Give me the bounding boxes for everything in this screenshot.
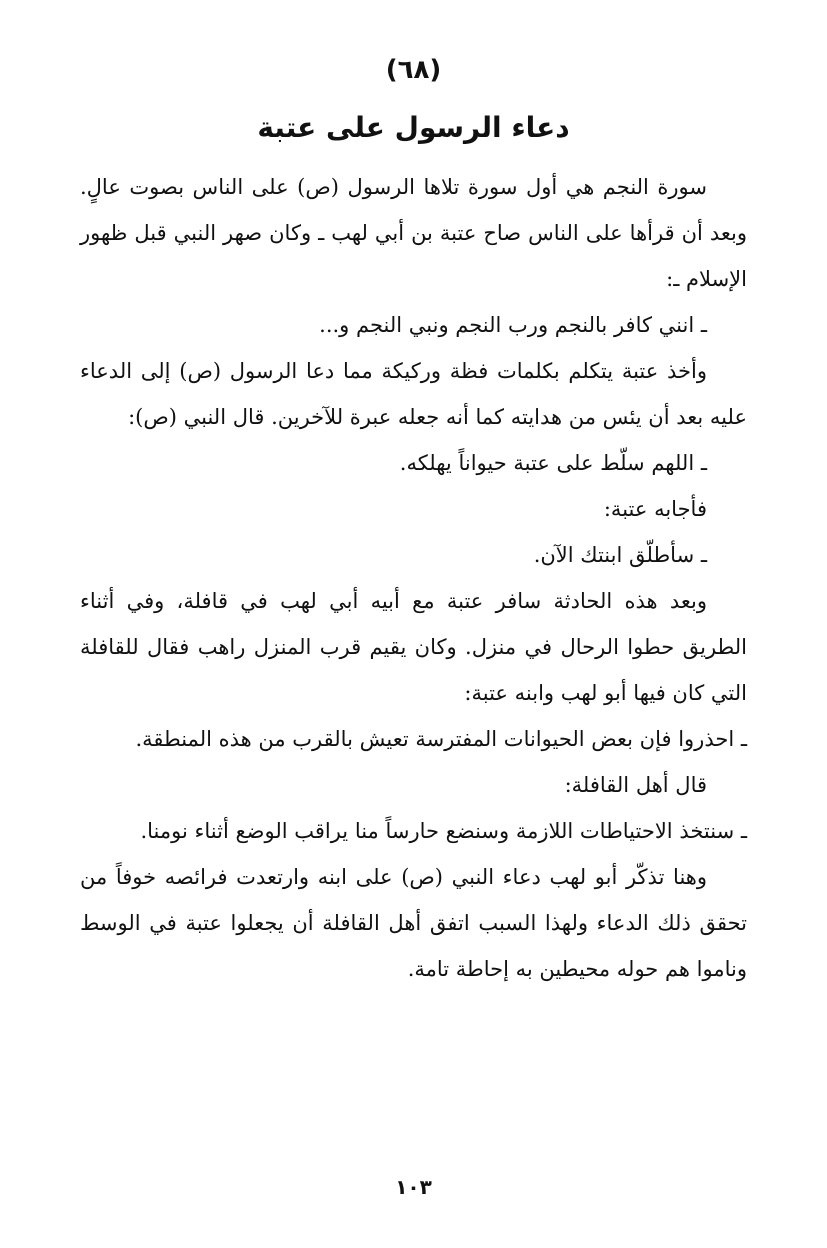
book-page	[80, 50, 747, 1210]
story-title: دعاء الرسول على عتبة	[257, 111, 570, 144]
paragraph-abu-lahab-fear: وهنا تذكّر أبو لهب دعاء النبي (ص) على ابنه وارتعدت فرائصه خوفاً من تحقق ذلك الدعاء ولهذا السبب اتفق أهل القافلة أن يجعلوا عتبة في الوسط وناموا هم حوله محيطين به إحاطة تامة.	[80, 865, 747, 981]
paragraph-caravan-reply-intro: قال أهل القافلة:	[564, 773, 707, 797]
page-number: ١٠٣	[395, 1175, 432, 1199]
story-number: (٦٨)	[385, 55, 442, 85]
paragraph-supplication-quote: ـ اللهم سلّط على عتبة حيواناً يهلكه.	[399, 451, 707, 475]
paragraph-caravan-reply: ـ سنتخذ الاحتياطات اللازمة وسنضع حارساً منا يراقب الوضع أثناء نومنا.	[140, 819, 747, 843]
paragraph-journey: وبعد هذه الحادثة سافر عتبة مع أبيه أبي لهب في قافلة، وفي أثناء الطريق حطوا الرحال في منزل. وكان يقيم قرب المنزل راهب فقال للقافلة التي كان فيها أبو لهب وابنه عتبة:	[80, 589, 747, 705]
paragraph-prophet-supplication: وأخذ عتبة يتكلم بكلمات فظة وركيكة مما دعا الرسول (ص) إلى الدعاء عليه بعد أن يئس من هدايته كما أنه جعله عبرة للآخرين. قال النبي (ص):	[80, 359, 747, 429]
paragraph-intro: سورة النجم هي أول سورة تلاها الرسول (ص) على الناس بصوت عالٍ. وبعد أن قرأها على الناس صاح عتبة بن أبي لهب ـ وكان صهر النبي قبل ظهور الإسلام ـ:	[80, 175, 747, 291]
story-body	[80, 164, 747, 992]
paragraph-monk-warning: ـ احذروا فإن بعض الحيوانات المفترسة تعيش بالقرب من هذه المنطقة.	[135, 727, 747, 751]
paragraph-utba-declaration: ـ انني كافر بالنجم ورب النجم ونبي النجم و...	[319, 313, 707, 337]
paragraph-utba-reply: ـ سأطلّق ابنتك الآن.	[533, 543, 707, 567]
paragraph-utba-reply-intro: فأجابه عتبة:	[603, 497, 707, 521]
